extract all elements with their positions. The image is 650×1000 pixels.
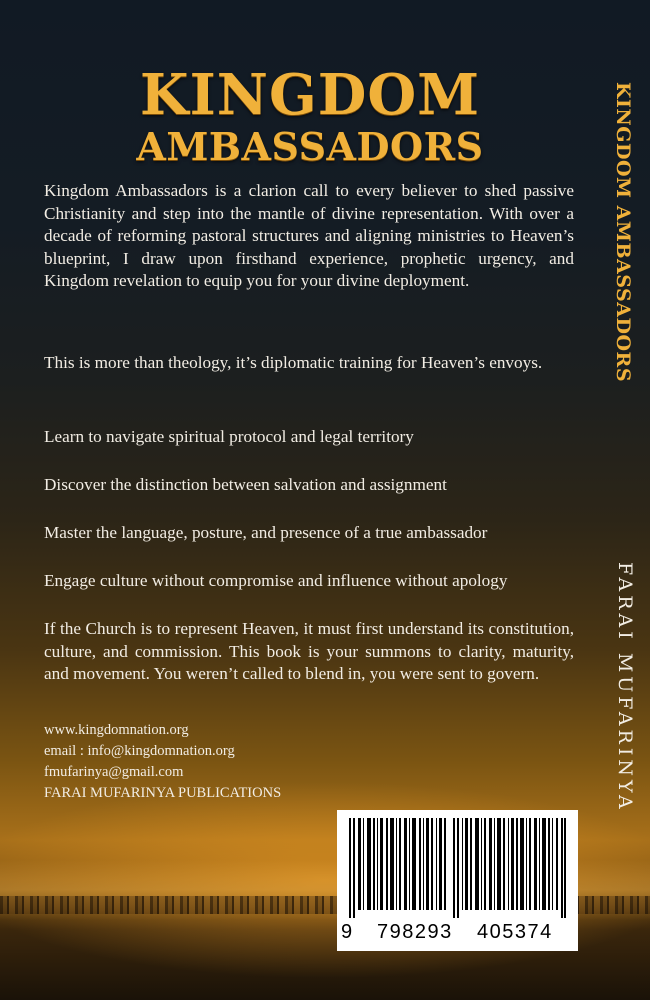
blurb-point-language: Master the language, posture, and presence of a true ambassador (44, 523, 488, 542)
barcode-bars (349, 818, 566, 918)
blurb-paragraph-intro: Kingdom Ambassadors is a clarion call to every believer to shed passive Christianity and step into the mantle of divine representation. With over a decade of reforming pastoral structures and aligning ministries to Heaven’s blueprint, I draw upon firsthand experience, prophetic urgency, and Kingdom revelation to equip you for your divine deployment. (44, 181, 574, 290)
barcode-digit-first: 9 (341, 921, 354, 943)
title-line-1: KINGDOM (139, 62, 481, 128)
website-text: www.kingdomnation.org (44, 722, 189, 738)
personal-email-text: fmufarinya@gmail.com (44, 764, 184, 780)
barcode-digits-right: 405374 (477, 921, 553, 943)
blurb-paragraph-theology: This is more than theology, it’s diplomatic training for Heaven’s envoys. (44, 353, 543, 372)
isbn-barcode (337, 810, 578, 951)
blurb-point-protocol: Learn to navigate spiritual protocol and legal territory (44, 427, 414, 446)
spine-author: FARAI MUFARINYA (614, 562, 636, 813)
email-text: email : info@kingdomnation.org (44, 743, 235, 759)
blurb-point-salvation: Discover the distinction between salvation and assignment (44, 475, 447, 494)
blurb-point-culture: Engage culture without compromise and influence without apology (44, 571, 508, 590)
contact-block (44, 720, 281, 804)
title-line-2: AMBASSADORS (136, 124, 484, 169)
barcode-digits-left: 798293 (377, 921, 453, 943)
blurb-paragraph-closing: If the Church is to represent Heaven, it must first understand its constitution, culture, and commission. This book is your summons to clarity, maturity, and movement. You weren’t called to blend in, you were sent to govern. (44, 619, 574, 683)
spine-title: KINGDOM AMBASSADORS (612, 82, 634, 383)
publisher-text: FARAI MUFARINYA PUBLICATIONS (44, 785, 282, 801)
